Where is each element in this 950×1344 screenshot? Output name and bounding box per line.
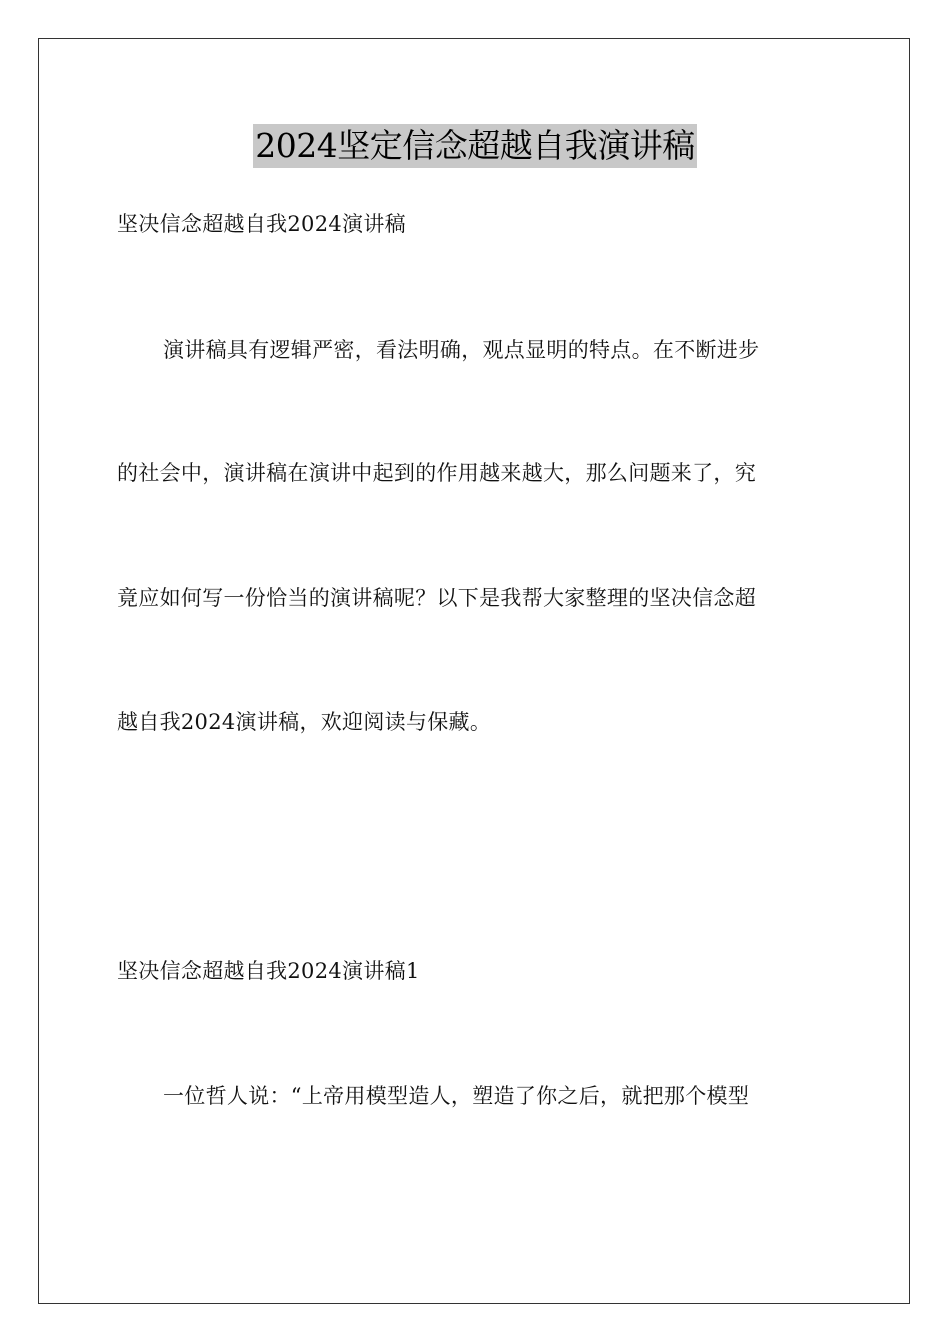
- intro-line-4: 越自我2024演讲稿，欢迎阅读与保藏。: [117, 710, 492, 734]
- section-heading: 坚决信念超越自我2024演讲稿1: [117, 959, 420, 983]
- intro-line-3: 竟应如何写一份恰当的演讲稿呢？以下是我帮大家整理的坚决信念超: [117, 586, 756, 610]
- section-line-1: 一位哲人说：“上帝用模型造人，塑造了你之后，就把那个模型: [163, 1084, 750, 1108]
- document-title: 2024坚定信念超越自我演讲稿: [253, 124, 696, 168]
- intro-line-2: 的社会中，演讲稿在演讲中起到的作用越来越大，那么问题来了，究: [117, 461, 756, 485]
- title-container: [0, 124, 950, 168]
- document-subtitle: 坚决信念超越自我2024演讲稿: [117, 212, 406, 236]
- intro-line-1: 演讲稿具有逻辑严密，看法明确，观点显明的特点。在不断进步: [163, 338, 760, 362]
